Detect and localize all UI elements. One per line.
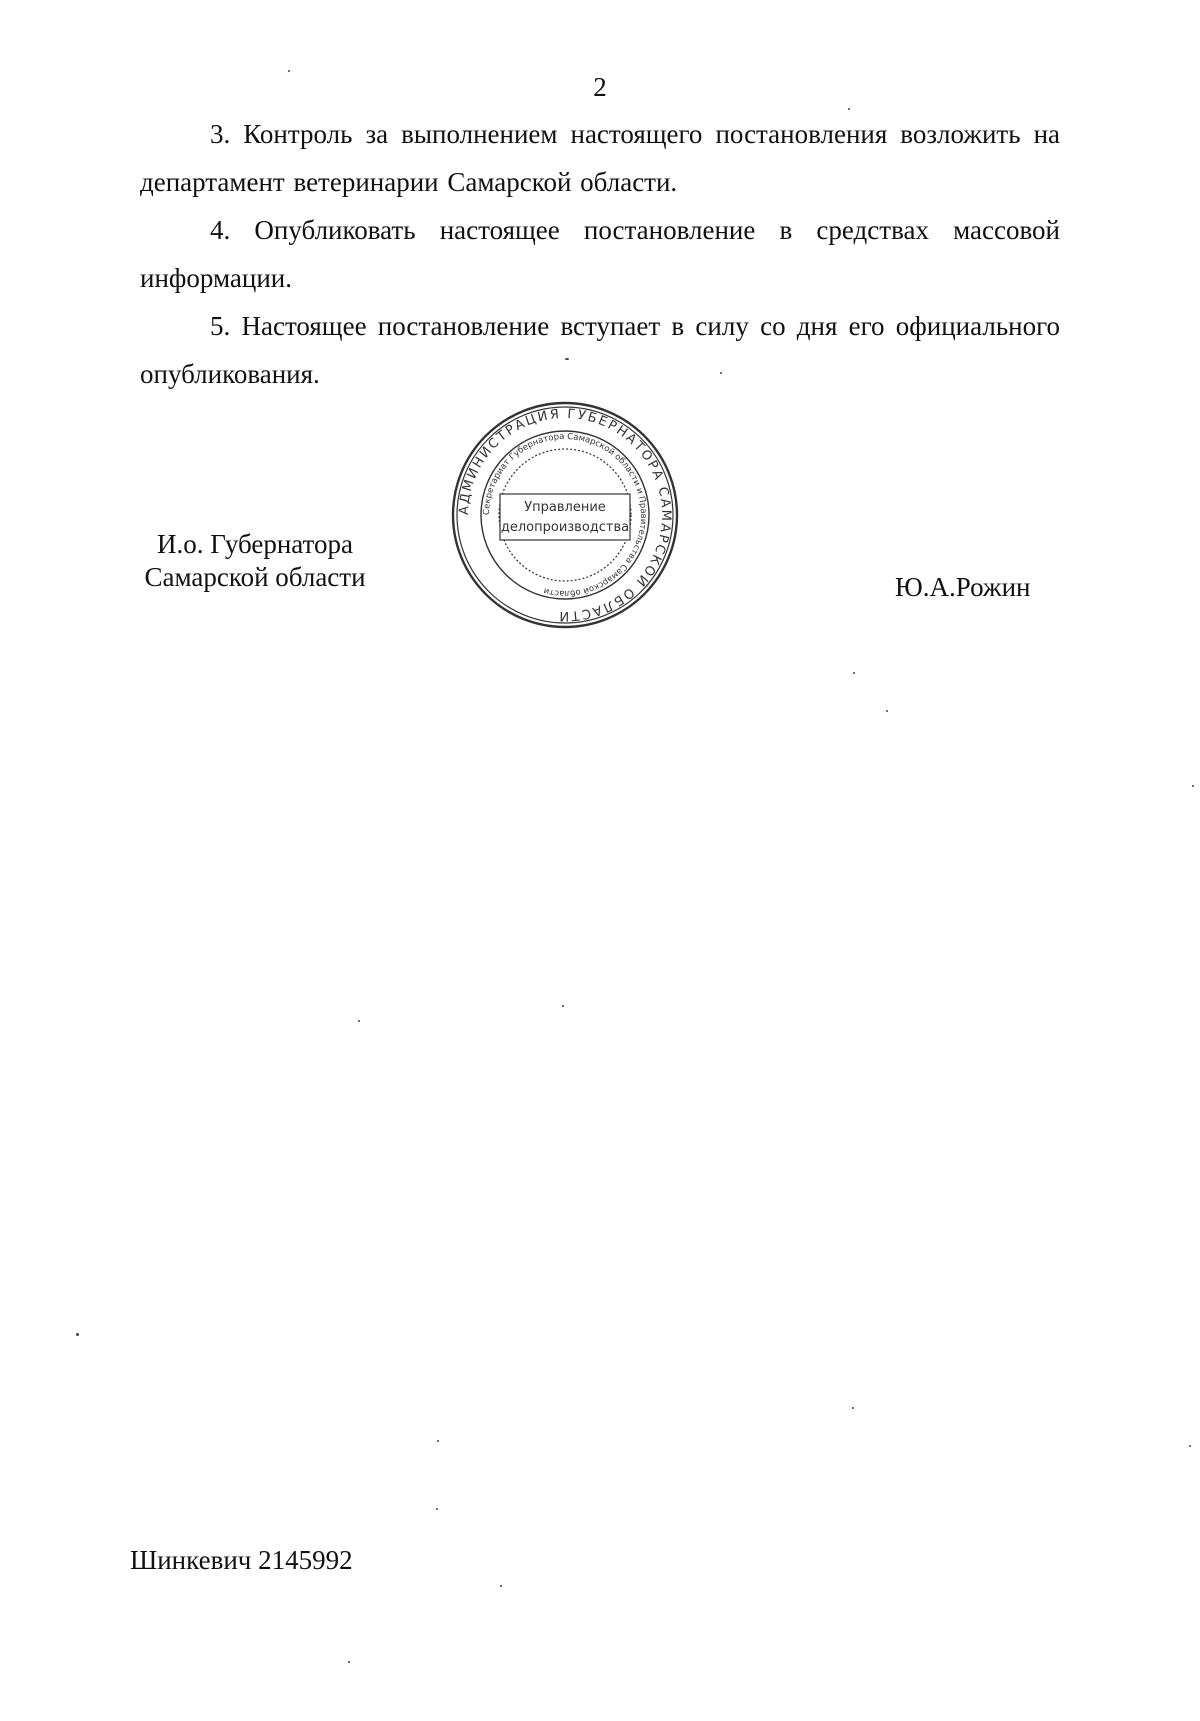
- scan-speck: [436, 1508, 438, 1510]
- seal-center-line2: делопроизводства: [500, 520, 630, 535]
- scan-speck: [437, 1440, 439, 1442]
- scan-speck: [76, 1333, 79, 1336]
- official-seal-stamp: [448, 398, 682, 632]
- scan-speck: [853, 672, 855, 674]
- scan-speck: [500, 1585, 502, 1587]
- page-number: 2: [593, 72, 607, 102]
- scan-speck: [886, 710, 888, 712]
- scan-speck: [1189, 1445, 1191, 1447]
- scan-speck: [358, 1020, 360, 1022]
- seal-graphic: [448, 398, 682, 632]
- seal-inner-text: Секретариат Губернатора Самарской области и Правительства Самарской области: [481, 431, 649, 599]
- scan-speck: [852, 1407, 854, 1409]
- scan-speck: [1192, 785, 1194, 787]
- scan-speck: [720, 372, 722, 374]
- signatory-position-line2: Самарской области: [144, 562, 366, 592]
- scan-speck: [848, 108, 850, 110]
- scan-speck: [565, 358, 569, 360]
- signatory-position-line1: И.о. Губернатора: [156, 529, 353, 559]
- signatory-position: [120, 528, 390, 594]
- paragraph-4: 4. Опубликовать настоящее постановление в средствах массовой информации.: [140, 215, 1060, 293]
- scan-speck: [562, 1005, 564, 1007]
- paragraph-5: 5. Настоящее постановление вступает в силу со дня его официального опубликования.: [140, 311, 1060, 389]
- paragraph-3: 3. Контроль за выполнением настоящего постановления возложить на департамент ветеринарии Самарской области.: [140, 119, 1060, 197]
- signatory-name: Ю.А.Рожин: [895, 572, 1031, 602]
- executor-contact: Шинкевич 2145992: [130, 1545, 353, 1575]
- document-body: [140, 110, 1060, 398]
- scan-speck: [288, 70, 290, 72]
- seal-outer-text: АДМИНИСТРАЦИЯ ГУБЕРНАТОРА САМАРСКОЙ ОБЛАСТИ: [456, 406, 674, 624]
- scan-speck: [348, 1661, 350, 1663]
- seal-center-line1: Управление: [524, 500, 606, 515]
